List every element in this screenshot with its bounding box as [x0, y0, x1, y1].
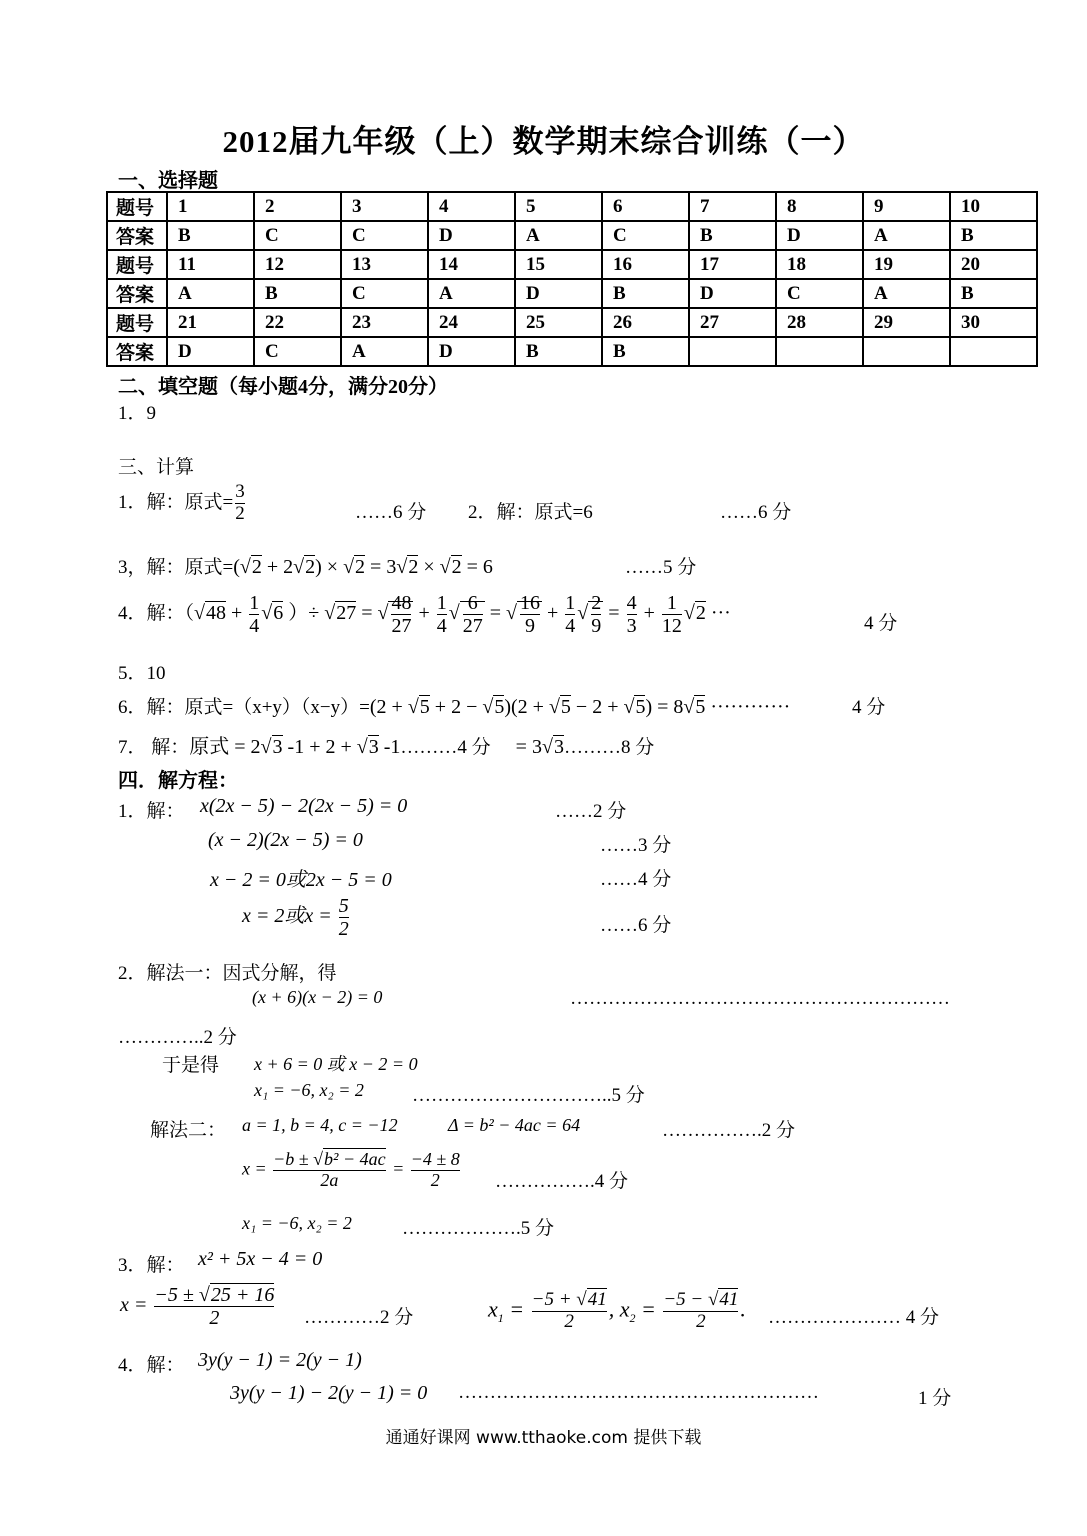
- question-number-cell: 21: [167, 308, 254, 337]
- row-label-answer: 答案: [107, 279, 167, 308]
- eq3-label: 3．解：: [118, 1255, 185, 1276]
- question-number-cell: 16: [602, 250, 689, 279]
- answer-cell: B: [689, 221, 776, 250]
- question-number-cell: 30: [950, 308, 1037, 337]
- calc-item-5: 5．10: [118, 663, 166, 684]
- question-number-cell: 22: [254, 308, 341, 337]
- answer-cell: B: [602, 279, 689, 308]
- eq1-score2: ……3 分: [600, 835, 672, 856]
- answer-cell: A: [428, 279, 515, 308]
- fill-answer-1: 1．9: [118, 403, 157, 424]
- eq4-expanded: 3y(y − 1) − 2(y − 1) = 0: [230, 1382, 428, 1404]
- eq2-score1: …………..2 分: [118, 1027, 237, 1048]
- eq4-dots: …………………………………………………: [458, 1382, 819, 1403]
- answer-cell: C: [254, 337, 341, 366]
- row-label-question: 题号: [107, 192, 167, 221]
- eq1-line3: x − 2 = 0或2x − 5 = 0: [210, 869, 392, 891]
- question-number-row: [107, 192, 1037, 221]
- answer-row: [107, 221, 1037, 250]
- answer-cell: C: [602, 221, 689, 250]
- eq2-factored: (x + 6)(x − 2) = 0: [252, 987, 383, 1007]
- calc-item-4-score: 4 分: [864, 613, 898, 634]
- question-number-cell: 7: [689, 192, 776, 221]
- calc-item-2-score: ……6 分: [720, 502, 792, 523]
- row-label-question: 题号: [107, 250, 167, 279]
- question-number-cell: 23: [341, 308, 428, 337]
- eq1-score4: ……6 分: [600, 915, 672, 936]
- fraction: $\frac{3}{2}$: [235, 481, 245, 524]
- answer-cell: [950, 337, 1037, 366]
- eq3-roots: $x_1$ = $\frac{-5 + √41}{2}$ , $x_2$ = $\frac{-5 - √41}{2}$ .: [488, 1289, 746, 1332]
- question-number-cell: 3: [341, 192, 428, 221]
- answer-cell: B: [515, 337, 602, 366]
- answer-cell: C: [341, 279, 428, 308]
- calc-item-6: 6．解：原式=（x+y）（x−y）=(2 + √5 + 2 − √5)(2 + √5 − 2 + √5) = 8√5 ············: [118, 696, 791, 718]
- question-number-cell: 20: [950, 250, 1037, 279]
- answer-cell: D: [428, 221, 515, 250]
- eq1-line4: x = 2或x = $\frac{5}{2}$: [242, 895, 349, 940]
- calc-item-6-score: 4 分: [852, 697, 886, 718]
- row-label-question: 题号: [107, 308, 167, 337]
- question-number-cell: 15: [515, 250, 602, 279]
- eq2-score4: …………….4 分: [495, 1171, 629, 1192]
- answer-cell: B: [167, 221, 254, 250]
- answer-cell: B: [254, 279, 341, 308]
- calc-item-2: 2．解：原式=6: [468, 502, 593, 523]
- answer-cell: A: [341, 337, 428, 366]
- question-number-cell: 8: [776, 192, 863, 221]
- section-heading-equations: 四．解方程：: [118, 770, 238, 792]
- question-number-cell: 4: [428, 192, 515, 221]
- answer-cell: D: [689, 279, 776, 308]
- question-number-cell: 5: [515, 192, 602, 221]
- eq4-equation: 3y(y − 1) = 2(y − 1): [198, 1349, 362, 1371]
- answer-cell: D: [515, 279, 602, 308]
- question-number-cell: 28: [776, 308, 863, 337]
- answer-cell: B: [950, 279, 1037, 308]
- question-number-cell: 13: [341, 250, 428, 279]
- eq2-discriminant: Δ = b² − 4ac = 64: [448, 1115, 581, 1135]
- eq1-line2: (x − 2)(2x − 5) = 0: [208, 829, 363, 851]
- eq2-cases: x + 6 = 0 或 x − 2 = 0: [254, 1054, 418, 1074]
- eq3-score2: ………………… 4 分: [768, 1307, 940, 1328]
- calc-item-7: 7． 解：原式 = 2√3 -1 + 2 + √3 -1………4 分 = 3√3………8 分: [118, 736, 655, 758]
- eq2-roots-2: x₁ = −6, x₂ = 2: [242, 1213, 352, 1233]
- calc-item-1-score: ……6 分: [355, 502, 427, 523]
- answer-cell: [776, 337, 863, 366]
- eq2-method2-label: 解法二：: [150, 1120, 227, 1141]
- question-number-cell: 12: [254, 250, 341, 279]
- question-number-cell: 29: [863, 308, 950, 337]
- eq1-score1: ……2 分: [555, 801, 627, 822]
- answer-cell: [689, 337, 776, 366]
- answer-cell: D: [776, 221, 863, 250]
- answer-row: [107, 337, 1037, 366]
- eq2-roots: x₁ = −6, x₂ = 2: [254, 1080, 364, 1100]
- calc-item-1: [118, 482, 247, 525]
- answer-cell: C: [776, 279, 863, 308]
- eq1-line1: x(2x − 5) − 2(2x − 5) = 0: [200, 795, 408, 817]
- section-heading-fill: 二、填空题（每小题4分，满分20分）: [118, 376, 448, 398]
- calc-item-3-score: ……5 分: [625, 557, 697, 578]
- answer-cell: D: [167, 337, 254, 366]
- question-number-cell: 14: [428, 250, 515, 279]
- question-number-cell: 6: [602, 192, 689, 221]
- question-number-cell: 10: [950, 192, 1037, 221]
- answer-cell: A: [167, 279, 254, 308]
- question-number-cell: 9: [863, 192, 950, 221]
- question-number-cell: 19: [863, 250, 950, 279]
- calc-item-1-prefix: 1．解：原式=: [118, 491, 234, 513]
- eq3-score1: …………2 分: [304, 1307, 414, 1328]
- question-number-row: [107, 250, 1037, 279]
- answer-cell: A: [515, 221, 602, 250]
- answer-cell: A: [863, 279, 950, 308]
- eq4-label: 4．解：: [118, 1355, 185, 1376]
- question-number-cell: 24: [428, 308, 515, 337]
- eq2-method1-label: 2．解法一：因式分解，得: [118, 963, 337, 984]
- calc-item-4: 4．解：（√48 + $\frac{1}{4}$ √6 ）÷ √27 = √ $\frac{48}{27}$ + $\frac{1}{4}$ √ $\frac{6}{27}$ = √ $\frac{16}{9}$ + $\frac{1}{4}$ √ $\frac{2}{9}$ = $\frac{4}{3}$ + $\frac{1}{12}$ √2 ···: [118, 592, 731, 637]
- answer-cell: D: [428, 337, 515, 366]
- eq1-label: 1．解：: [118, 801, 185, 822]
- section-heading-choice: 一、选择题: [118, 170, 218, 192]
- eq2-coefficients: a = 1, b = 4, c = −12: [242, 1115, 398, 1135]
- eq2-score2: …………………………..5 分: [412, 1085, 645, 1106]
- eq2-dots: ……………………………………………………: [570, 988, 950, 1009]
- question-number-cell: 2: [254, 192, 341, 221]
- answer-cell: [863, 337, 950, 366]
- question-number-cell: 25: [515, 308, 602, 337]
- answer-cell: C: [341, 221, 428, 250]
- question-number-row: [107, 308, 1037, 337]
- answer-table: [106, 191, 1038, 367]
- eq2-formula: x = $\frac{\text{−b ± √b² − 4ac}}{2a}$ = $\frac{-4 \pm 8}{2}$: [242, 1149, 460, 1190]
- question-number-cell: 11: [167, 250, 254, 279]
- answer-cell: A: [863, 221, 950, 250]
- section-heading-calc: 三、计算: [118, 457, 195, 478]
- eq4-score: 1 分: [918, 1388, 952, 1409]
- eq3-equation: x² + 5x − 4 = 0: [198, 1248, 323, 1270]
- eq2-score5: ……………….5 分: [402, 1218, 555, 1239]
- eq1-score3: ……4 分: [600, 869, 672, 890]
- question-number-cell: 26: [602, 308, 689, 337]
- row-label-answer: 答案: [107, 337, 167, 366]
- eq2-score3: …………….2 分: [662, 1120, 796, 1141]
- question-number-cell: 17: [689, 250, 776, 279]
- answer-row: [107, 279, 1037, 308]
- row-label-answer: 答案: [107, 221, 167, 250]
- answer-cell: B: [950, 221, 1037, 250]
- question-number-cell: 1: [167, 192, 254, 221]
- answer-cell: B: [602, 337, 689, 366]
- eq2-yushi: 于是得: [162, 1055, 220, 1076]
- page-title: 2012届九年级（上）数学期末综合训练（一）: [222, 124, 865, 159]
- question-number-cell: 18: [776, 250, 863, 279]
- answer-cell: C: [254, 221, 341, 250]
- eq3-formula: x = $\frac{-5 \pm √25 + 16}{2}$: [120, 1284, 275, 1329]
- question-number-cell: 27: [689, 308, 776, 337]
- footer-text: 通通好课网 www.tthaoke.com 提供下载: [385, 1428, 702, 1448]
- calc-item-3: 3，解：原式=(√2 + 2√2) × √2 = 3√2 × √2 = 6: [118, 556, 493, 578]
